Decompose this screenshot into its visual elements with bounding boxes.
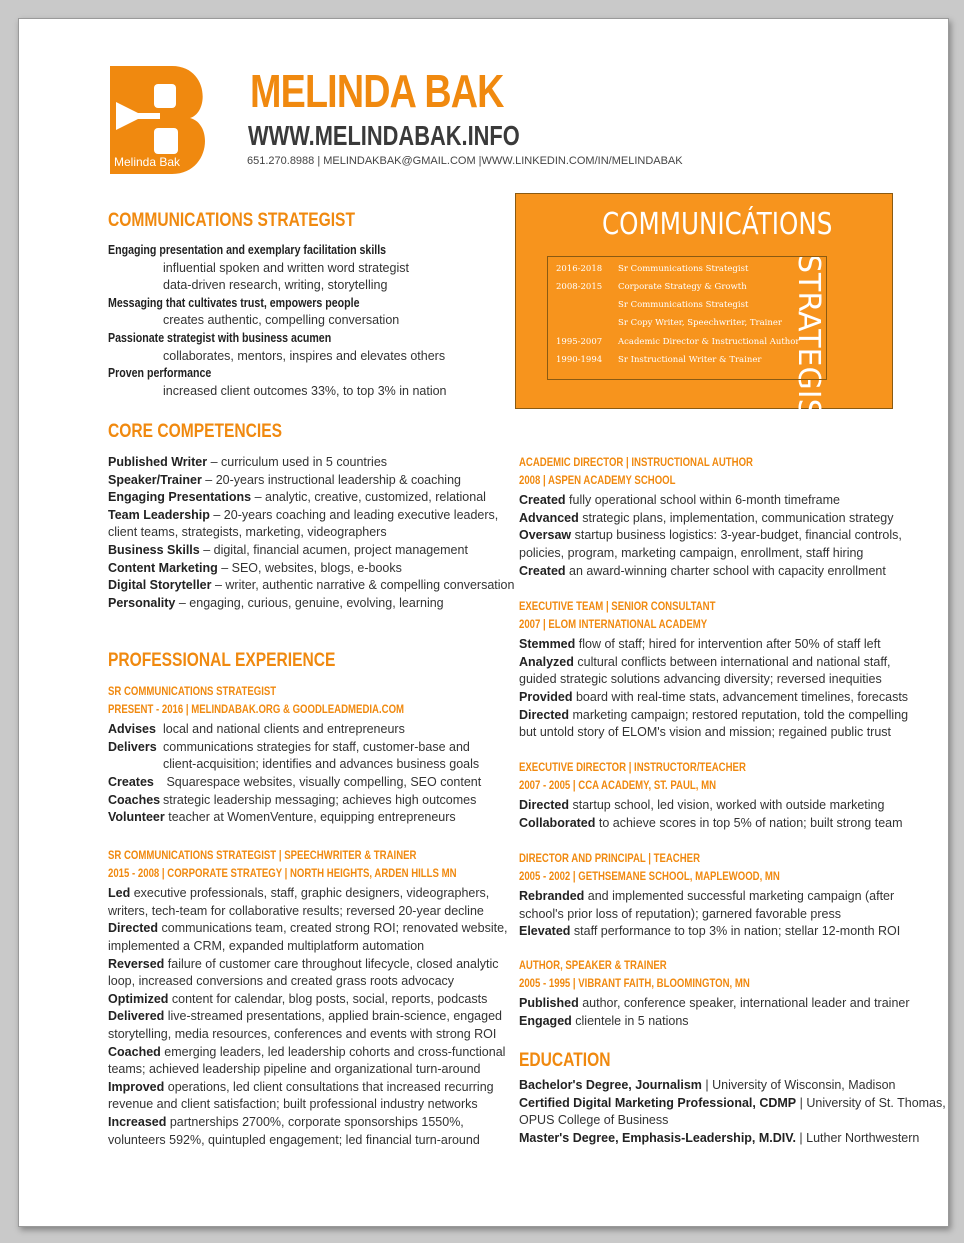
summary-line: creates authentic, compelling conversation: [163, 313, 400, 328]
job-line: implemented a CRM, expanded multiplatform automation: [108, 938, 425, 953]
job-line: Provided board with real-time stats, advancement timelines, forecasts: [519, 689, 909, 704]
job-line: revenue and client satisfaction; built professional industry networks: [108, 1097, 478, 1112]
contact-line[interactable]: 651.270.8988 | MELINDAKBAK@GMAIL.COM |WWW.LINKEDIN.COM/IN/MELINDABAK: [247, 155, 683, 167]
job-title: SR COMMUNICATIONS STRATEGIST | SPEECHWRITER & TRAINER: [108, 848, 417, 862]
timeline-year: 2016-2018: [556, 264, 603, 274]
job-cca: [519, 759, 919, 832]
core-item: Engaging Presentations – analytic, creative, customized, relational: [108, 490, 486, 505]
timeline-year: 1995-2007: [556, 337, 603, 347]
timeline-role: Sr Instructional Writer & Trainer: [618, 355, 762, 365]
job-line: volunteers 592%, quintupled engagement; led financial turn-around: [108, 1132, 480, 1147]
timeline-role: Sr Copy Writer, Speechwriter, Trainer: [618, 318, 782, 328]
job-line: Improved operations, led client consultations that increased recurring: [108, 1079, 494, 1094]
job-line: Analyzed cultural conflicts between international and national staff,: [519, 654, 891, 669]
job-title: AUTHOR, SPEAKER & TRAINER: [519, 958, 667, 972]
core-item: Team Leadership – 20-years coaching and leading executive leaders,: [108, 507, 499, 522]
job-line: Delivers communications strategies for staff, customer-base and: [108, 739, 470, 754]
summary-head: Messaging that cultivates trust, empowers people: [108, 295, 360, 310]
job-line: school's prior loss of reputation); garnered favorable press: [519, 906, 841, 921]
job-line: Stemmed flow of staff; hired for intervention after 50% of staff left: [519, 637, 881, 652]
education-section: [519, 1077, 946, 1147]
core-item: Personality – engaging, curious, genuine, evolving, learning: [108, 595, 444, 610]
role-timeline-box: [515, 193, 893, 436]
job-line: Delivered live-streamed presentations, applied brain-science, engaged: [108, 1009, 502, 1024]
job-line: Rebranded and implemented successful marketing campaign (after: [519, 889, 895, 904]
summary-head: Engaging presentation and exemplary facilitation skills: [108, 243, 387, 257]
box-vertical-title: STRATEGIST: [791, 254, 826, 436]
job-line: writers, tech-team for collaborative results; reversed 20-year decline: [108, 903, 484, 918]
website[interactable]: WWW.MELINDABAK.INFO: [248, 120, 520, 151]
job-line: but untold story of ELOM's vision and mission; regained public trust: [519, 725, 892, 740]
job-line: Elevated staff performance to top 3% in nation; stellar 12-month ROI: [519, 924, 901, 939]
timeline-role: Academic Director & Instructional Author: [618, 337, 800, 347]
core-item: Content Marketing – SEO, websites, blogs, e-books: [108, 560, 402, 575]
job-line: Coached emerging leaders, led leadership cohorts and cross-functional: [108, 1044, 506, 1059]
core-item: Speaker/Trainer – 20-years instructional leadership & coaching: [108, 472, 461, 487]
summary-line: increased client outcomes 33%, to top 3% in nation: [163, 383, 447, 398]
box-title: COMMUNICÁTIONS: [602, 207, 833, 242]
job-line: client-acquisition; identifies and advances business goals: [163, 757, 480, 772]
education-heading: EDUCATION: [519, 1050, 611, 1071]
job-line: Collaborated to achieve scores in top 5% of nation; built strong team: [519, 815, 903, 830]
job-line: Directed marketing campaign; restored reputation, told the compelling: [519, 707, 909, 722]
core-item: Digital Storyteller – writer, authentic narrative & compelling conversation: [108, 578, 515, 593]
education-line: OPUS College of Business: [519, 1113, 669, 1128]
job-line: loop, increased conversions and created grass roots advocacy: [108, 974, 455, 989]
summary-line: data-driven research, writing, storytelling: [163, 278, 388, 293]
education-line: Bachelor's Degree, Journalism | University of Wisconsin, Madison: [519, 1078, 896, 1092]
job-title: ACADEMIC DIRECTOR | INSTRUCTIONAL AUTHOR: [519, 455, 753, 469]
job-line: policies, program, marketing campaign, enrollment, staff hiring: [519, 545, 864, 560]
job-line: storytelling, media resources, conferences and events with strong ROI: [108, 1026, 497, 1041]
job-line: Led executive professionals, staff, graphic designers, videographers,: [108, 886, 490, 901]
job-gethsemane: [519, 850, 919, 941]
job-line: Created fully operational school within 6-month timeframe: [519, 493, 840, 508]
summary-head: Proven performance: [108, 366, 212, 381]
job-subtitle: 2008 | ASPEN ACADEMY SCHOOL: [519, 472, 676, 487]
job-title: EXECUTIVE DIRECTOR | INSTRUCTOR/TEACHER: [519, 760, 746, 774]
job-line: Reversed failure of customer care throughout lifecycle, closed analytic: [108, 956, 499, 971]
timeline-role: Sr Communications Strategist: [618, 300, 749, 310]
job-sr-comm-speechwriter: [108, 847, 508, 1149]
core-section: [108, 454, 515, 612]
summary-head: Passionate strategist with business acumen: [108, 330, 332, 345]
job-line: guided strategic solutions advancing diversity; reversed inequities: [519, 672, 882, 687]
timeline-year: 1990-1994: [556, 355, 603, 365]
summary-line: influential spoken and written word strategist: [163, 260, 409, 275]
education-line: Certified Digital Marketing Professional, CDMP | University of St. Thomas,: [519, 1095, 946, 1110]
summary-section: [108, 242, 508, 400]
core-item: client teams, strategists, marketing, videographers: [108, 525, 387, 540]
job-line: Creates Squarespace websites, visually compelling, SEO content: [108, 774, 482, 789]
job-subtitle: 2005 - 2002 | GETHSEMANE SCHOOL, MAPLEWOOD, MN: [519, 868, 780, 883]
experience-heading: PROFESSIONAL EXPERIENCE: [108, 650, 336, 671]
job-title: EXECUTIVE TEAM | SENIOR CONSULTANT: [519, 599, 716, 613]
job-subtitle: 2007 - 2005 | CCA ACADEMY, ST. PAUL, MN: [519, 777, 717, 792]
job-line: Volunteer teacher at WomenVenture, equipping entrepreneurs: [108, 810, 456, 825]
core-item: Published Writer – curriculum used in 5 countries: [108, 455, 388, 469]
timeline-role: Sr Communications Strategist: [618, 264, 749, 274]
job-line: Advanced strategic plans, implementation, communication strategy: [519, 510, 894, 525]
job-line: Published author, conference speaker, international leader and trainer: [519, 996, 910, 1011]
job-line: Directed startup school, led vision, worked with outside marketing: [519, 798, 885, 813]
job-aspen: [519, 454, 919, 580]
job-line: Created an award-winning charter school with capacity enrollment: [519, 563, 886, 578]
timeline-year: 2008-2015: [556, 282, 603, 292]
job-line: Optimized content for calendar, blog posts, social, reports, podcasts: [108, 991, 488, 1006]
job-title: DIRECTOR AND PRINCIPAL | TEACHER: [519, 851, 701, 865]
job-sr-comm: [108, 683, 508, 827]
candidate-name: MELINDA BAK: [250, 65, 504, 117]
job-subtitle: 2007 | ELOM INTERNATIONAL ACADEMY: [519, 616, 708, 631]
job-elom: [519, 598, 919, 742]
summary-line: collaborates, mentors, inspires and elevates others: [163, 348, 446, 363]
education-line: Master's Degree, Emphasis-Leadership, M.DIV. | Luther Northwestern: [519, 1130, 920, 1145]
job-vibrant-faith: [519, 957, 919, 1030]
core-item: Business Skills – digital, financial acumen, project management: [108, 542, 468, 557]
core-heading: CORE COMPETENCIES: [108, 421, 283, 442]
job-line: teams; achieved leadership pipeline and organizational turn-around: [108, 1062, 481, 1077]
job-subtitle: 2015 - 2008 | CORPORATE STRATEGY | NORTH HEIGHTS, ARDEN HILLS MN: [108, 865, 457, 880]
job-line: Oversaw startup business logistics: 3-year-budget, financial controls,: [519, 528, 902, 543]
job-subtitle: 2005 - 1995 | VIBRANT FAITH, BLOOMINGTON, MN: [519, 975, 750, 990]
job-line: Increased partnerships 2700%, corporate sponsorships 1550%,: [108, 1114, 464, 1129]
job-line: Directed communications team, created strong ROI; renovated website,: [108, 921, 508, 936]
job-line: Coaches strategic leadership messaging; achieves high outcomes: [108, 792, 477, 807]
job-line: Advises local and national clients and entrepreneurs: [108, 722, 405, 737]
summary-heading: COMMUNICATIONS STRATEGIST: [108, 210, 355, 231]
logo-signature: Melinda Bak: [114, 155, 181, 169]
job-line: Engaged clientele in 5 nations: [519, 1013, 689, 1028]
job-title: SR COMMUNICATIONS STRATEGIST: [108, 684, 277, 698]
timeline-role: Corporate Strategy & Growth: [618, 282, 747, 292]
job-subtitle: PRESENT - 2016 | MELINDABAK.ORG & GOODLEADMEDIA.COM: [108, 701, 405, 716]
